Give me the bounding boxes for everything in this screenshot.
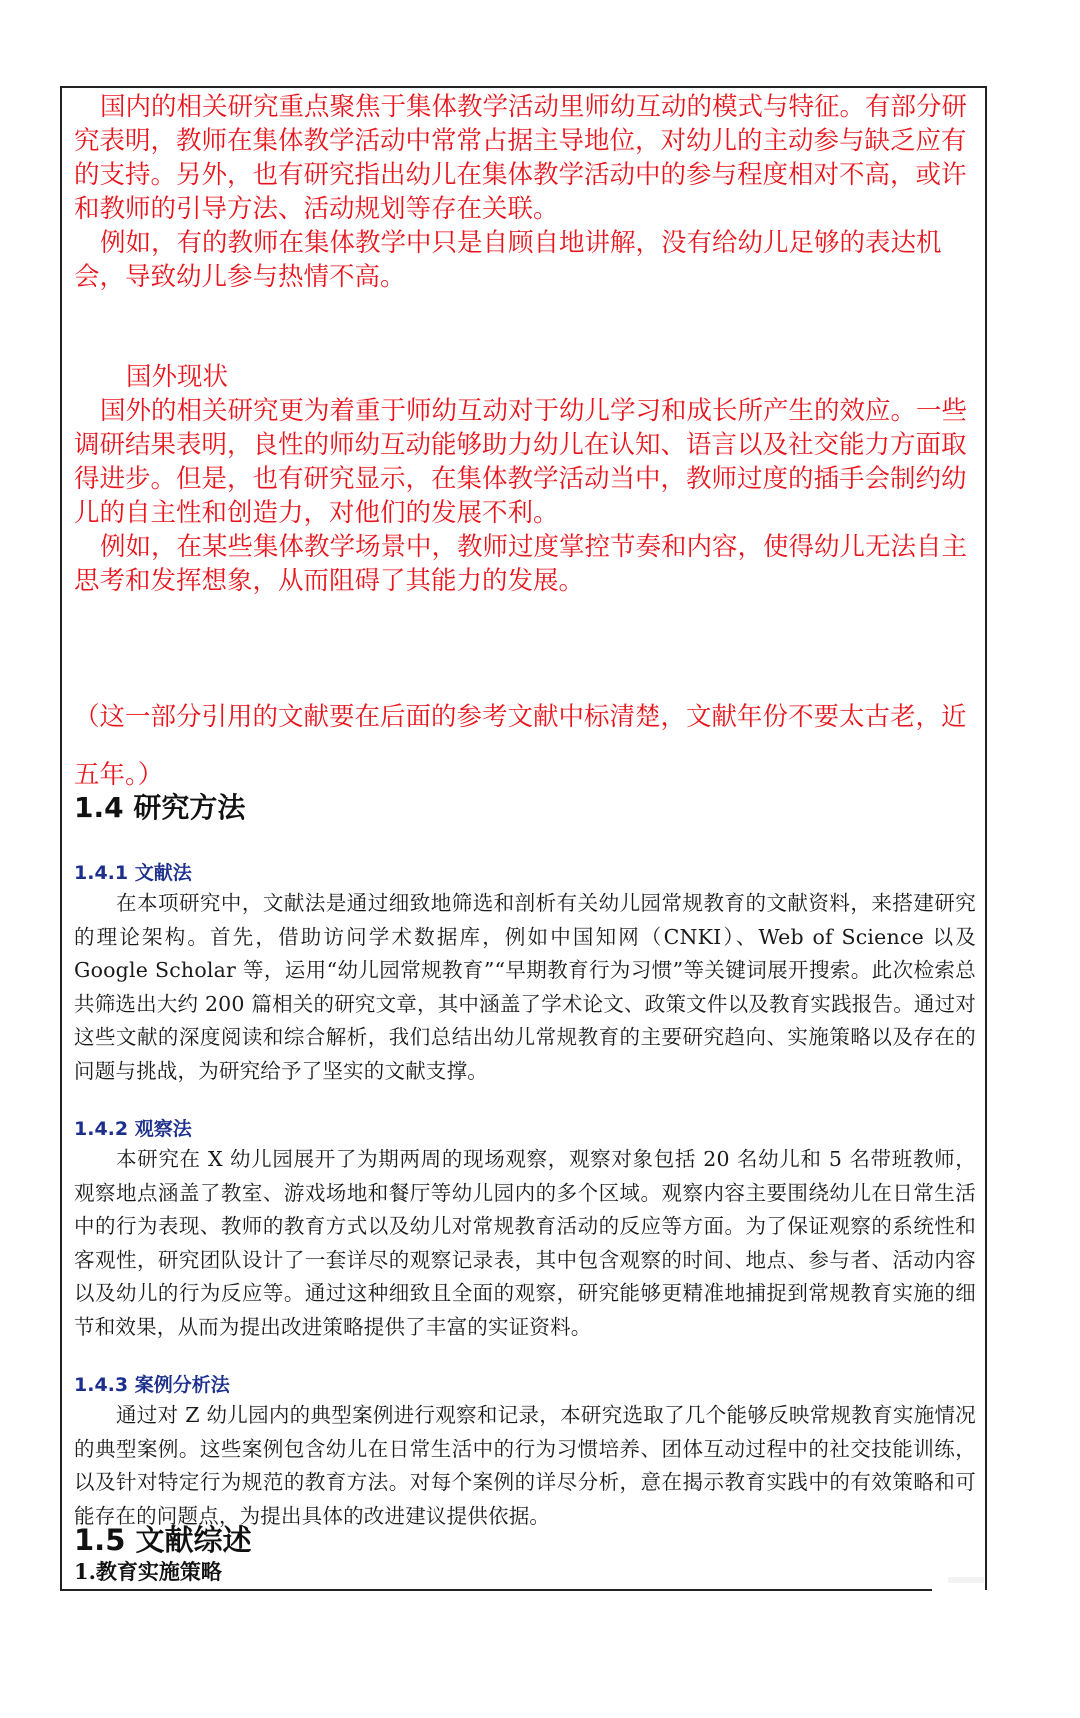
citation-note-text: （这一部分引用的文献要在后面的参考文献中标清楚，文献年份不要太古老，近五年。） [74, 702, 967, 790]
section-1-4-title: 1.4 研究方法 [74, 791, 246, 824]
subsection-1-4-1-title: 1.4.1 文献法 [74, 862, 192, 884]
subsection-1-4-3-title: 1.4.3 案例分析法 [74, 1374, 230, 1396]
international-paragraph-1: 国外的相关研究更为着重于师幼互动对于幼儿学习和成长所产生的效应。一些调研结果表明，良性的师幼互动能够助力幼儿在认知、语言以及社交能力方面取得进步。但是，也有研究显示，在集体教学活动当中，教师过度的插手会制约幼儿的自主性和创造力，对他们的发展不利。 [74, 396, 968, 528]
document-border [60, 86, 987, 1590]
domestic-status-block [74, 90, 976, 294]
international-heading: 国外现状 [126, 362, 229, 392]
subsection-1-4-2-body: 本研究在 X 幼儿园展开了为期两周的现场观察，观察对象包括 20 名幼儿和 5 名带班教师，观察地点涵盖了教室、游戏场地和餐厅等幼儿园内的多个区域。观察内容主要围绕幼儿在日常生活中的行为表现、教师的教育方式以及幼儿对常规教育活动的反应等方面。为了保证观察的系统性和客观性，研究团队设计了一套详尽的观察记录表，其中包含观察的时间、地点、参与者、活动内容以及幼儿的行为反应等。通过这种细致且全面的观察，研究能够更精准地捕捉到常规教育实施的细节和效果，从而为提出改进策略提供了丰富的实证资料。 [74, 1147, 976, 1339]
section-1-5-title: 1.5 文献综述 [74, 1523, 252, 1557]
subsection-1-4-3-body: 通过对 Z 幼儿园内的典型案例进行观察和记录，本研究选取了几个能够反映常规教育实施情况的典型案例。这些案例包含幼儿在日常生活中的行为习惯培养、团体互动过程中的社交技能训练，以及针对特定行为规范的教育方法。对每个案例的详尽分析，意在揭示教育实践中的有效策略和可能存在的问题点，为提出具体的改进建议提供依据。 [74, 1403, 976, 1528]
domestic-paragraph-2: 例如，有的教师在集体教学中只是自顾自地讲解，没有给幼儿足够的表达机会，导致幼儿参与热情不高。 [74, 228, 942, 292]
international-status-block [74, 360, 976, 598]
scan-artifact [948, 1577, 984, 1583]
subsection-1-4-1-body: 在本项研究中，文献法是通过细致地筛选和剖析有关幼儿园常规教育的文献资料，来搭建研究的理论架构。首先，借助访问学术数据库，例如中国知网（CNKI）、Web of Science 以及 Google Scholar 等，运用“幼儿园常规教育”“早期教育行为习惯”等关键词展开搜索。此次检索总共筛选出大约 200 篇相关的研究文章，其中涵盖了学术论文、政策文件以及教育实践报告。通过对这些文献的深度阅读和综合解析，我们总结出幼儿常规教育的主要研究趋向、实施策略以及存在的问题与挑战，为研究给予了坚实的文献支撑。 [74, 891, 976, 1083]
document-border-bottom [60, 1589, 932, 1591]
section-1-5-subheading: 1.教育实施策略 [74, 1559, 222, 1584]
international-paragraph-2: 例如，在某些集体教学场景中，教师过度掌控节奏和内容，使得幼儿无法自主思考和发挥想象，从而阻碍了其能力的发展。 [74, 532, 968, 596]
subsection-1-4-2-title: 1.4.2 观察法 [74, 1118, 192, 1140]
domestic-paragraph-1: 国内的相关研究重点聚焦于集体教学活动里师幼互动的模式与特征。有部分研究表明，教师在集体教学活动中常常占据主导地位，对幼儿的主动参与缺乏应有的支持。另外，也有研究指出幼儿在集体教学活动中的参与程度相对不高，或许和教师的引导方法、活动规划等存在关联。 [74, 92, 968, 224]
